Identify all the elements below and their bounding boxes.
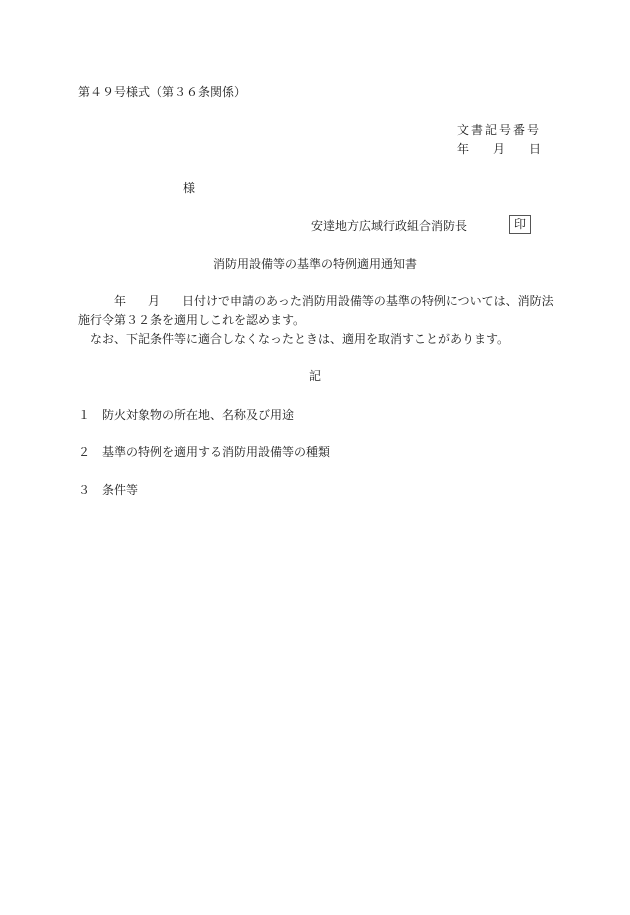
body-line-2: 施行令第３２条を適用しこれを認めます。 [78,313,306,327]
item-number: ３ [78,483,91,497]
date-year: 年 [457,142,470,156]
list-item [78,444,330,460]
document-number: 文書記号番号 [457,123,542,137]
item-label: 条件等 [102,483,139,497]
date-day: 日 [529,142,542,156]
addressee: 様 [183,181,196,195]
body-text [78,292,554,349]
item-label: 基準の特例を適用する消防用設備等の種類 [102,445,331,459]
ki-heading: 記 [308,369,321,383]
issuer: 安達地方広域行政組合消防長 [311,219,468,233]
body-line-1 [78,292,554,311]
body-month: 月 [148,294,161,308]
form-number: 第４９号様式（第３６条関係） [78,85,247,99]
document-title: 消防用設備等の基準の特例適用通知書 [212,257,417,271]
seal-box: 印 [509,215,531,234]
item-number: ２ [78,445,91,459]
body-line-1-rest: 日付けで申請のあった消防用設備等の基準の特例については、消防法 [182,294,554,308]
list-item [78,407,294,423]
date-month: 月 [493,142,506,156]
body-year: 年 [114,294,127,308]
item-label: 防火対象物の所在地、名称及び用途 [102,408,295,422]
body-line-3: なお、下記条件等に適合しなくなったときは、適用を取消すことがあります。 [90,332,510,346]
list-item [78,482,138,498]
item-number: １ [78,408,91,422]
